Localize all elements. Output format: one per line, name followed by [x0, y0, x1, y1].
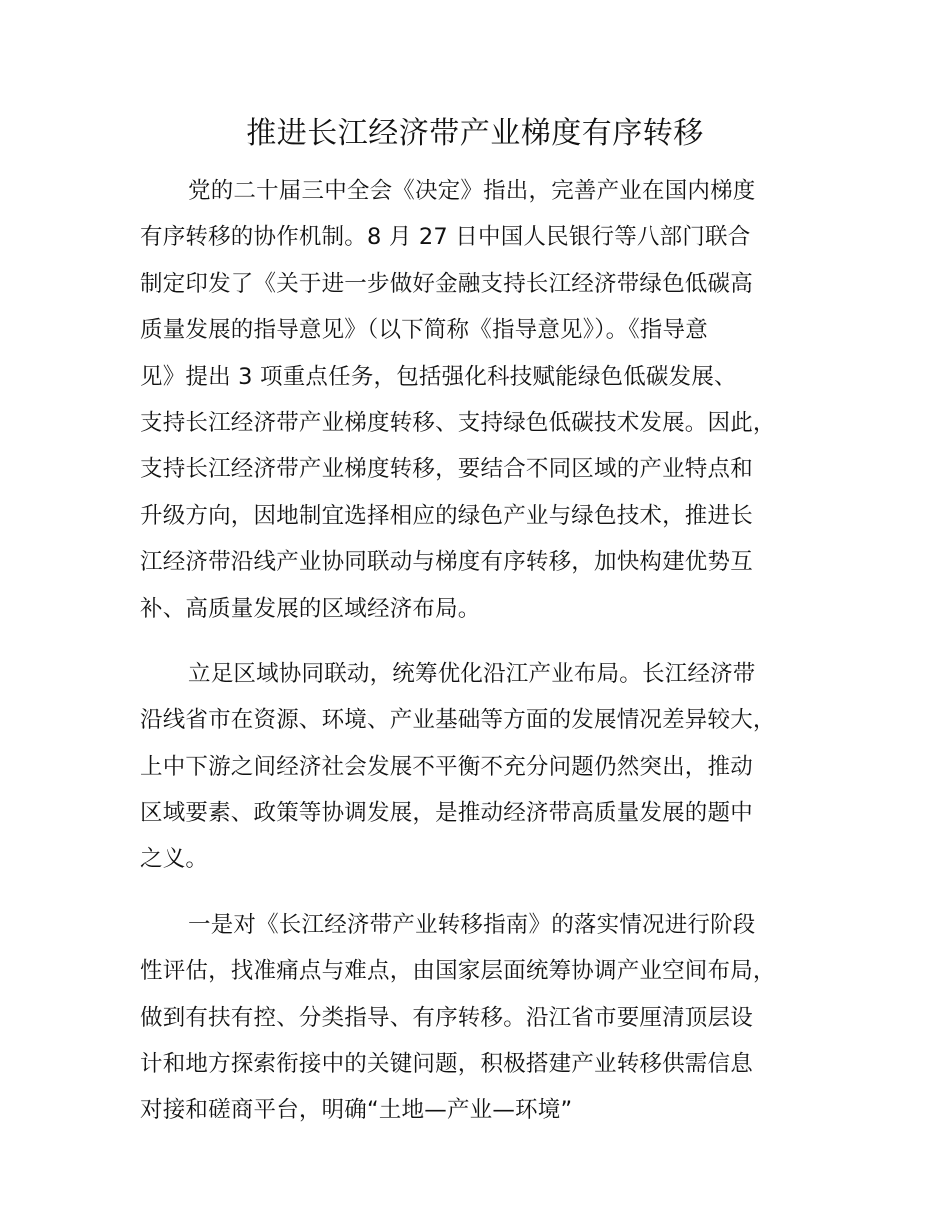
paragraph-regional-coordination: [140, 651, 840, 883]
document-body: [140, 168, 840, 1134]
text-line: 支持长江经济带产业梯度转移，要结合不同区域的产业特点和: [140, 456, 753, 483]
paragraph-spacer: [140, 632, 840, 651]
text-line: 见》提出 3 项重点任务，包括强化科技赋能绿色低碳发展、: [140, 363, 737, 390]
text-line: 上中下游之间经济社会发展不平衡不充分问题仍然突出，推动: [140, 753, 753, 780]
document-title: 推进长江经济带产业梯度有序转移: [246, 116, 704, 151]
text-line: 党的二十届三中全会《决定》指出，完善产业在国内梯度: [188, 178, 756, 204]
text-line: 计和地方探索衔接中的关键问题，积极搭建产业转移供需信息: [140, 1051, 753, 1078]
text-line: 之义。: [140, 846, 209, 873]
text-line: 支持长江经济带产业梯度转移、支持绿色低碳技术发展。因此，: [140, 409, 776, 436]
text-line: 升级方向，因地制宜选择相应的绿色产业与绿色技术，推进长: [140, 502, 753, 529]
text-line: 做到有扶有控、分类指导、有序转移。沿江省市要厘清顶层设: [140, 1004, 753, 1031]
paragraph-intro: [140, 168, 840, 632]
text-line: 质量发展的指导意见》（以下简称《指导意见》）。《指导意: [140, 317, 708, 344]
paragraph-point-one: [140, 902, 840, 1134]
text-line: 补、高质量发展的区域经济布局。: [140, 595, 481, 622]
text-line: 性评估，找准痛点与难点，由国家层面统筹协调产业空间布局，: [140, 958, 776, 985]
paragraph-spacer: [140, 883, 840, 902]
text-line: 制定印发了《关于进一步做好金融支持长江经济带绿色低碳高: [140, 270, 753, 297]
text-line: 立足区域协同联动，统筹优化沿江产业布局。长江经济带: [188, 660, 756, 687]
text-line: 对接和磋商平台，明确“土地—产业—环境”: [140, 1097, 573, 1124]
text-line: 区域要素、政策等协调发展，是推动经济带高质量发展的题中: [140, 800, 753, 827]
text-line: 江经济带沿线产业协同联动与梯度有序转移，加快构建优势互: [140, 549, 753, 576]
text-line: 一是对《长江经济带产业转移指南》的落实情况进行阶段: [188, 911, 756, 938]
text-line: 有序转移的协作机制。8 月 27 日中国人民银行等八部门联合: [140, 224, 751, 251]
text-line: 沿线省市在资源、环境、产业基础等方面的发展情况差异较大，: [140, 707, 776, 734]
